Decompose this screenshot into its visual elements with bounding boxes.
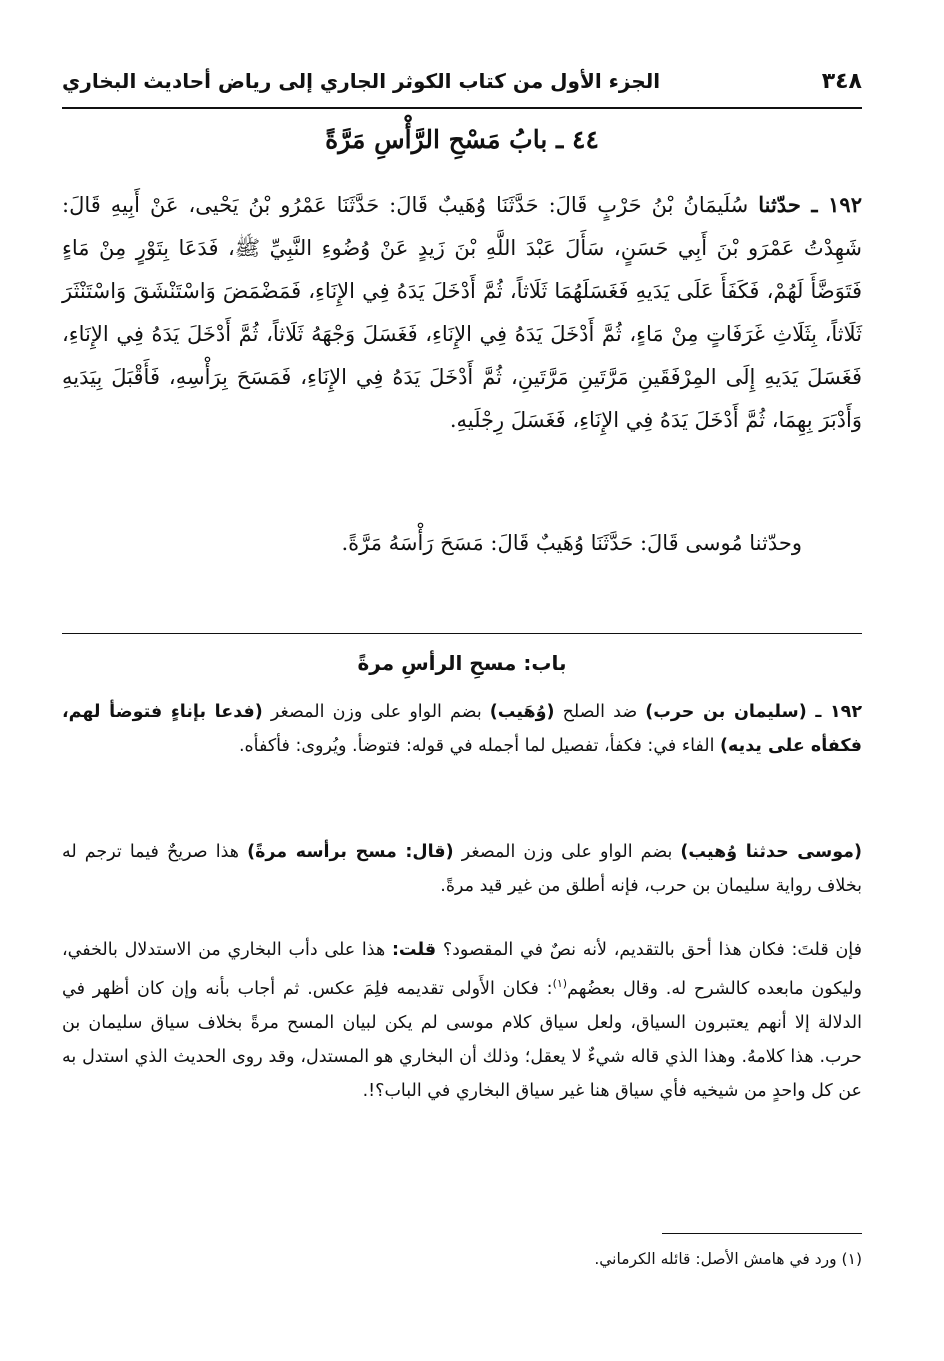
commentary-paragraph-2 <box>62 835 862 903</box>
section-divider <box>62 633 862 634</box>
commentary-term: ١٩٢ ـ (سليمان بن حرب) <box>645 702 862 722</box>
commentary-text: فإن قلتَ: فكان هذا أحق بالتقديم، لأنه نصٌ في المقصود؟ <box>436 940 862 960</box>
commentary-term: (قال: مسح برأسه مرةً) <box>247 842 454 862</box>
commentary-term: (فدعا بإناءٍ فتوضأ لهم، فكفأه على يديه) <box>62 702 862 756</box>
commentary-text: : فكان الأَولى تقديمه فلِمَ عكس. ثم أجاب بأنه وإن كان أظهر في الدلالة إلا أنهم يعتبرون السياق، ولعل سياق كلام موسى لم يكن لبيان المسح مرةً بخلاف سياق سليمان بن حرب. هذا كلامهُ. وهذا الذي قاله شيءٌ لا يعقل؛ وذلك أن البخاري هو المستدل، وقد روى الحديث الذي استدل به عن كل واحدٍ من شيخيه فأي سياق هنا غير سياق البخاري في الباب؟!. <box>62 978 862 1101</box>
footnote-reference: (١) <box>552 977 568 990</box>
commentary-text: بضم الواو على وزن المصغر <box>262 702 490 722</box>
footnote-divider <box>662 1233 862 1234</box>
chapter-title: ٤٤ ـ بابُ مَسْحِ الرَّأْسِ مَرَّةً <box>325 125 599 154</box>
commentary-text: هذا على دأب البخاري من الاستدلال بالخفي، وليكون مابعده كالشرح له. وقال بعضُهم <box>62 940 862 999</box>
commentary-text: الفاء في: فكفأ، تفصيل لما أجمله في قوله: فتوضأ. ويُروى: فأكفأه. <box>238 736 721 756</box>
commentary-term: قلت: <box>391 940 437 960</box>
running-header <box>62 55 862 109</box>
commentary-paragraph-1 <box>62 695 862 763</box>
commentary-text: بضم الواو على وزن المصغر <box>453 842 681 862</box>
footnote-text: ورد في هامش الأصل: قائله الكرماني. <box>594 1250 837 1268</box>
commentary-term: (وُهَيب) <box>489 702 555 722</box>
footnote <box>62 1250 862 1268</box>
footnote-marker: (١) <box>841 1250 862 1268</box>
second-chain: وحدّثنا مُوسى قَالَ: حَدَّثَنَا وُهَيبٌ قَالَ: مَسَحَ رَأْسَهُ مَرَّةً. <box>341 531 802 555</box>
commentary-term: (موسى حدثنا وُهيب) <box>680 842 863 862</box>
hadith-body: سُلَيمَانُ بْنُ حَرْبٍ قَالَ: حَدَّثَنَا وُهَيبٌ قَالَ: حَدَّثَنَا عَمْرُو بْنُ يَحْيى، عَنْ أَبِيهِ قَالَ: شَهِدْتُ عَمْرَو بْنَ أَبِي حَسَنٍ، سَأَلَ عَبْدَ اللَّهِ بْنَ زَيدٍ عَنْ وُضُوءِ النَّبِيِّ ﷺ، فَدَعَا بِتَوْرٍ مِنْ مَاءٍ فَتَوَضَّأَ لَهُمْ، فَكَفَأَ عَلَى يَدَيهِ فَغَسَلَهُمَا ثَلَاثاً، ثُمَّ أَدْخَلَ يَدَهُ فِي الإِنَاءِ، فَمَضْمَضَ وَاسْتَنْشَقَ وَاسْتَنْثَرَ ثَلَاثاً، بِثَلَاثِ غَرَفَاتٍ مِنْ مَاءٍ، ثُمَّ أَدْخَلَ يَدَهُ فِي الإِنَاءِ، فَغَسَلَ وَجْهَهُ ثَلَاثاً، ثُمَّ أَدْخَلَ يَدَهُ فِي الإِنَاءِ، فَغَسَلَ يَدَيهِ إِلَى المِرْفَقَينِ مَرَّتَينِ مَرَّتَينِ، ثُمَّ أَدْخَلَ يَدَهُ فِي الإِنَاءِ، فَمَسَحَ بِرَأْسِهِ، فَأَقْبَلَ بِيَدَيهِ وَأَدْبَرَ بِهِمَا، ثُمَّ أَدْخَلَ يَدَهُ فِي الإِنَاءِ، فَغَسَلَ رِجْلَيهِ. <box>62 193 862 432</box>
book-page <box>62 55 862 1315</box>
commentary-title: باب: مسحِ الرأسِ مرةً <box>357 651 567 675</box>
hadith-number: ١٩٢ ـ حدّثنا <box>758 192 862 217</box>
commentary-text: هذا صريحٌ فيما ترجم له بخلاف رواية سليمان بن حرب، فإنه أطلق من غير قيد مرةً. <box>62 842 862 896</box>
commentary-paragraph-3 <box>62 933 862 1108</box>
book-title: الجزء الأول من كتاب الكوثر الجاري إلى رياض أحاديث البخاري <box>62 69 661 93</box>
commentary-text: ضد الصلح <box>554 702 646 722</box>
hadith-text <box>62 183 862 442</box>
page-number: ٣٤٨ <box>821 68 862 94</box>
